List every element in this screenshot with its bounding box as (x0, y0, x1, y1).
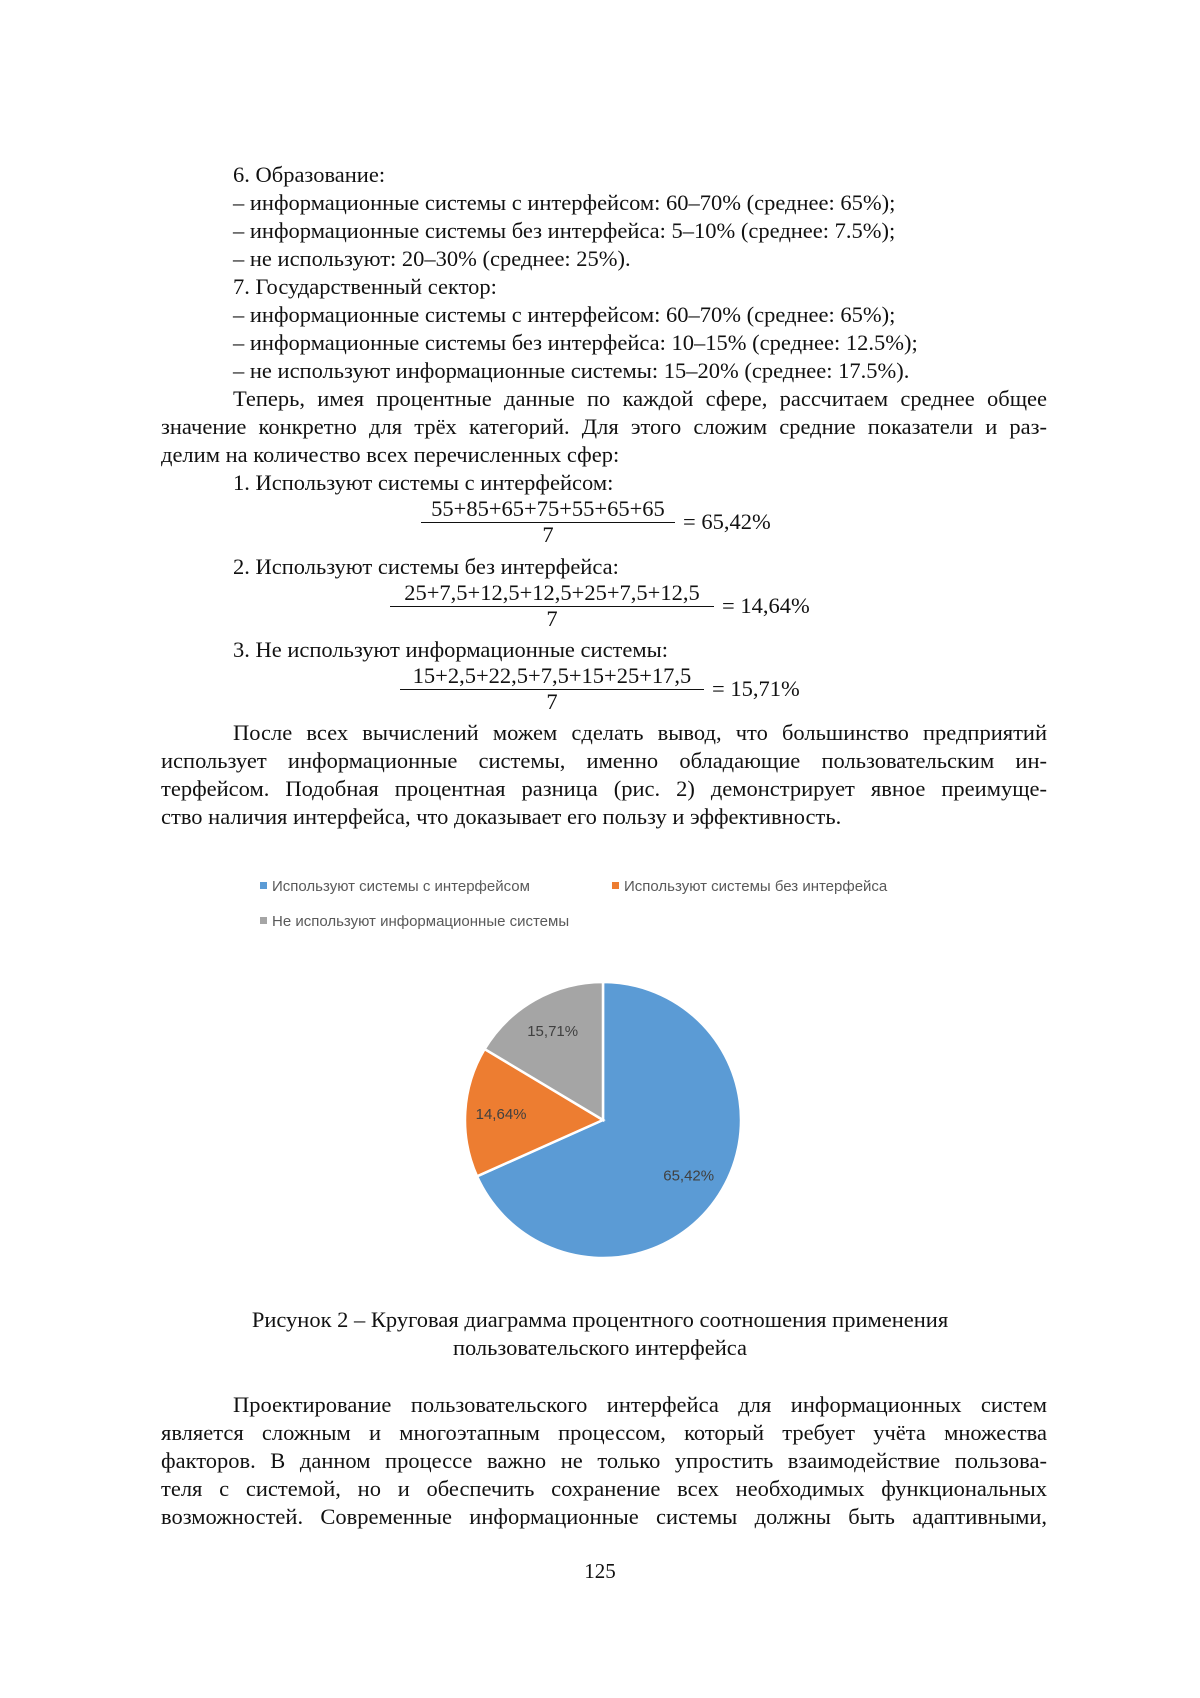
list-item: – не используют: 20–30% (среднее: 25%). (233, 245, 1047, 273)
result: = 65,42% (683, 509, 771, 535)
numerator: 25+7,5+12,5+12,5+25+7,5+12,5 (390, 580, 714, 606)
legend-swatch (612, 882, 619, 889)
text-line: является сложным и многоэтапным процессом, который требует учёта множества (161, 1419, 1047, 1447)
legend-label: Используют системы без интерфейса (624, 878, 887, 895)
legend-swatch (260, 882, 267, 889)
caption-line: пользовательского интерфейса (0, 1334, 1200, 1362)
formula (421, 496, 675, 547)
text-line: использует информационные системы, именно обладающие пользовательским ин- (161, 747, 1047, 775)
section-title: 7. Государственный сектор: (233, 273, 1047, 301)
result: = 14,64% (722, 593, 810, 619)
denominator: 7 (421, 523, 675, 547)
list-item: – информационные системы без интерфейса: 10–15% (среднее: 12.5%); (233, 329, 1047, 357)
data-label: 15,71% (527, 1023, 578, 1040)
formula (400, 663, 704, 714)
list-item: – информационные системы без интерфейса: 5–10% (среднее: 7.5%); (233, 217, 1047, 245)
legend-item (612, 878, 887, 895)
calculation-heading: 1. Используют системы с интерфейсом: (233, 469, 1047, 497)
pie-slice (465, 1049, 603, 1176)
pie-slice (477, 982, 741, 1258)
list-item: – не используют информационные системы: 15–20% (среднее: 17.5%). (233, 357, 1047, 385)
legend-item (260, 878, 530, 895)
result: = 15,71% (712, 676, 800, 702)
text-line: терфейсом. Подобная процентная разница (рис. 2) демонстрирует явное преимуще- (161, 775, 1047, 803)
text-line: После всех вычислений можем сделать вывод, что большинство предприятий (233, 719, 1047, 747)
text-line: факторов. В данном процессе важно не только упростить взаимодействие пользова- (161, 1447, 1047, 1475)
text-line: значение конкретно для трёх категорий. Для этого сложим средние показатели и раз- (161, 413, 1047, 441)
legend-label: Не используют информационные системы (272, 913, 569, 930)
data-label: 14,64% (476, 1106, 527, 1123)
legend-swatch (260, 917, 267, 924)
text-line: теля с системой, но и обеспечить сохранение всех необходимых функциональных (161, 1475, 1047, 1503)
page-number: 125 (0, 1557, 1200, 1585)
calculation-heading: 2. Используют системы без интерфейса: (233, 553, 1047, 581)
data-label: 65,42% (663, 1168, 714, 1185)
numerator: 15+2,5+22,5+7,5+15+25+17,5 (400, 663, 704, 689)
calculation-heading: 3. Не используют информационные системы: (233, 636, 1047, 664)
section-title: 6. Образование: (233, 161, 1047, 189)
list-item: – информационные системы с интерфейсом: 60–70% (среднее: 65%); (233, 189, 1047, 217)
numerator: 55+85+65+75+55+65+65 (421, 496, 675, 522)
text-line: делим на количество всех перечисленных сфер: (161, 441, 1047, 469)
text-line: Теперь, имея процентные данные по каждой сфере, рассчитаем среднее общее (233, 385, 1047, 413)
legend-item (260, 913, 569, 930)
denominator: 7 (390, 607, 714, 631)
caption-line: Рисунок 2 – Круговая диаграмма процентного соотношения применения (0, 1306, 1200, 1334)
pie-slice (485, 982, 603, 1120)
legend-label: Используют системы с интерфейсом (272, 878, 530, 895)
text-line: ство наличия интерфейса, что доказывает его пользу и эффективность. (161, 803, 1047, 831)
list-item: – информационные системы с интерфейсом: 60–70% (среднее: 65%); (233, 301, 1047, 329)
formula (390, 580, 714, 631)
text-line: возможностей. Современные информационные системы должны быть адаптивными, (161, 1503, 1047, 1531)
denominator: 7 (400, 690, 704, 714)
text-line: Проектирование пользовательского интерфейса для информационных систем (233, 1391, 1047, 1419)
